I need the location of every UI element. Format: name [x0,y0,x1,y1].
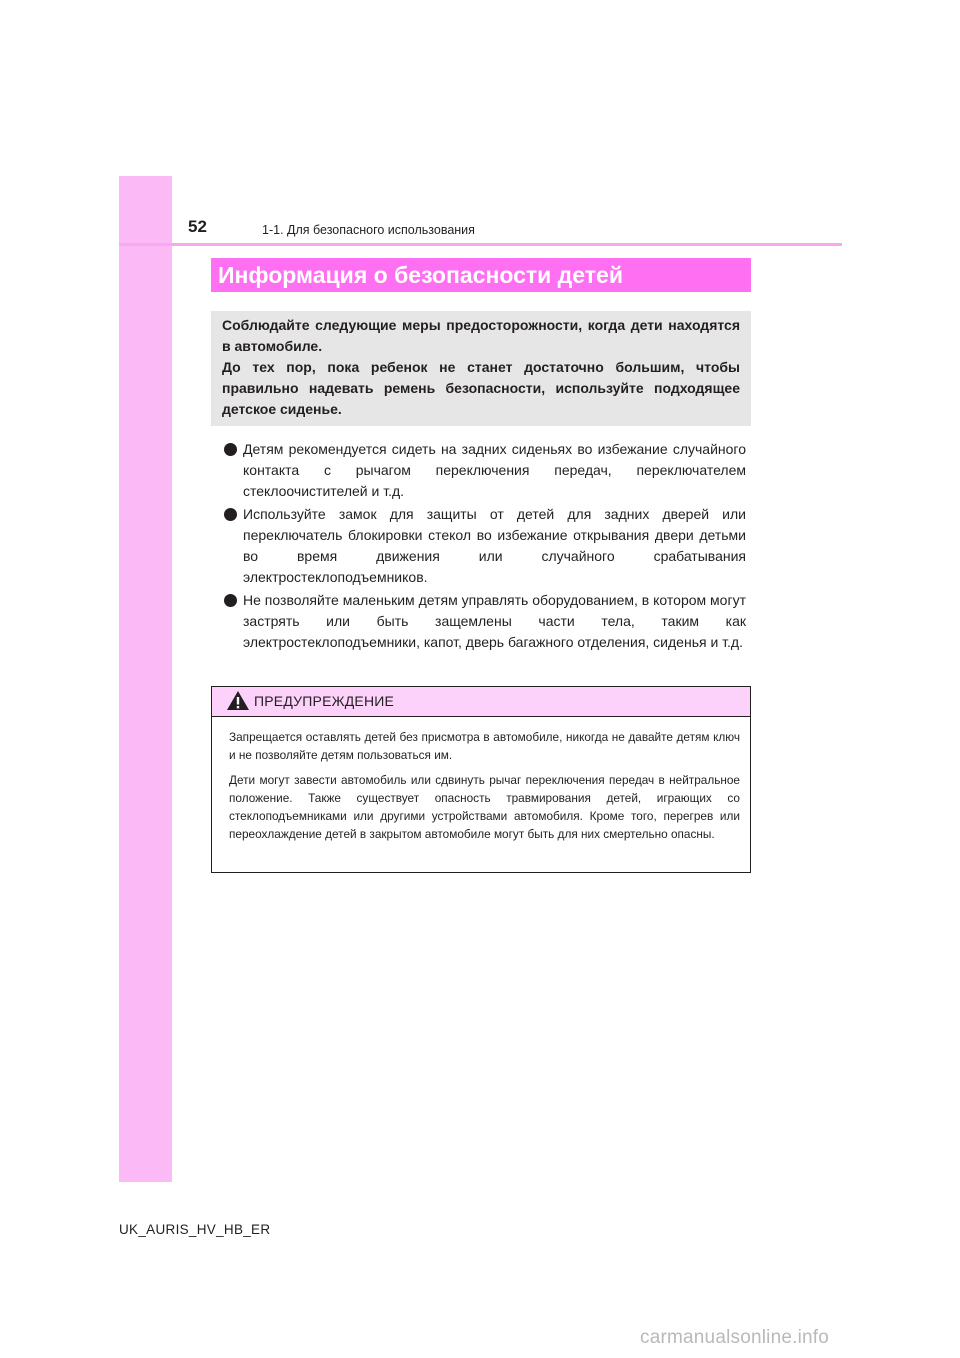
warning-title: ПРЕДУПРЕЖДЕНИЕ [254,693,395,709]
page-number: 52 [188,217,207,236]
safety-bullet-list [222,439,746,655]
bullet-text: Детям рекомендуется сидеть на задних сиденьях во избежание случайного контакта с рычагом переключения передач, переключателем стеклоочистителей и т.д. [243,441,746,499]
bullet-icon [224,443,237,456]
bullet-text: Не позволяйте маленьким детям управлять оборудованием, в котором могут застрять или быть защемлены части тела, таким как электростеклоподъемники, капот, дверь багажного отделения, сиденья и т.д. [243,592,746,650]
list-item [222,504,746,588]
breadcrumb: 1-1. Для безопасного использования [262,223,475,237]
bullet-icon [224,594,237,607]
warning-paragraph-1: Запрещается оставлять детей без присмотра в автомобиле, никогда не давайте детям ключ и не позволяйте детям пользоваться им. [229,730,740,762]
bullet-icon [224,508,237,521]
section-title: Информация о безопасности детей [211,258,751,292]
warning-paragraph-2: Дети могут завести автомобиль или сдвинуть рычаг переключения передач в нейтральное положение. Также существует опасность травмирования детей, играющих со стеклоподъемниками или другими устройствами автомобиля. Кроме того, перегрев или переохлаждение детей в закрытом автомобиле могут быть для них смертельно опасны. [229,773,740,841]
header-divider [119,243,842,246]
intro-box [211,311,751,426]
warning-box [211,686,751,873]
warning-body [212,717,750,843]
bullet-text: Используйте замок для защиты от детей для задних дверей или переключатель блокировки стекол во избежание открывания двери детьми во время движения или случайного срабатывания электростеклоподъемников. [243,506,746,585]
watermark: carmanualsonline.info [640,1327,830,1348]
warning-header [212,687,750,717]
intro-line-1: Соблюдайте следующие меры предосторожности, когда дети находятся в автомобиле. [222,317,740,354]
side-color-band [119,176,172,1182]
warning-triangle-icon [226,690,250,711]
document-code: UK_AURIS_HV_HB_ER [119,1222,271,1237]
list-item [222,590,746,653]
list-item [222,439,746,502]
intro-line-2: До тех пор, пока ребенок не станет достаточно большим, чтобы правильно надевать ремень безопасности, используйте подходящее детское сиденье. [222,359,740,417]
